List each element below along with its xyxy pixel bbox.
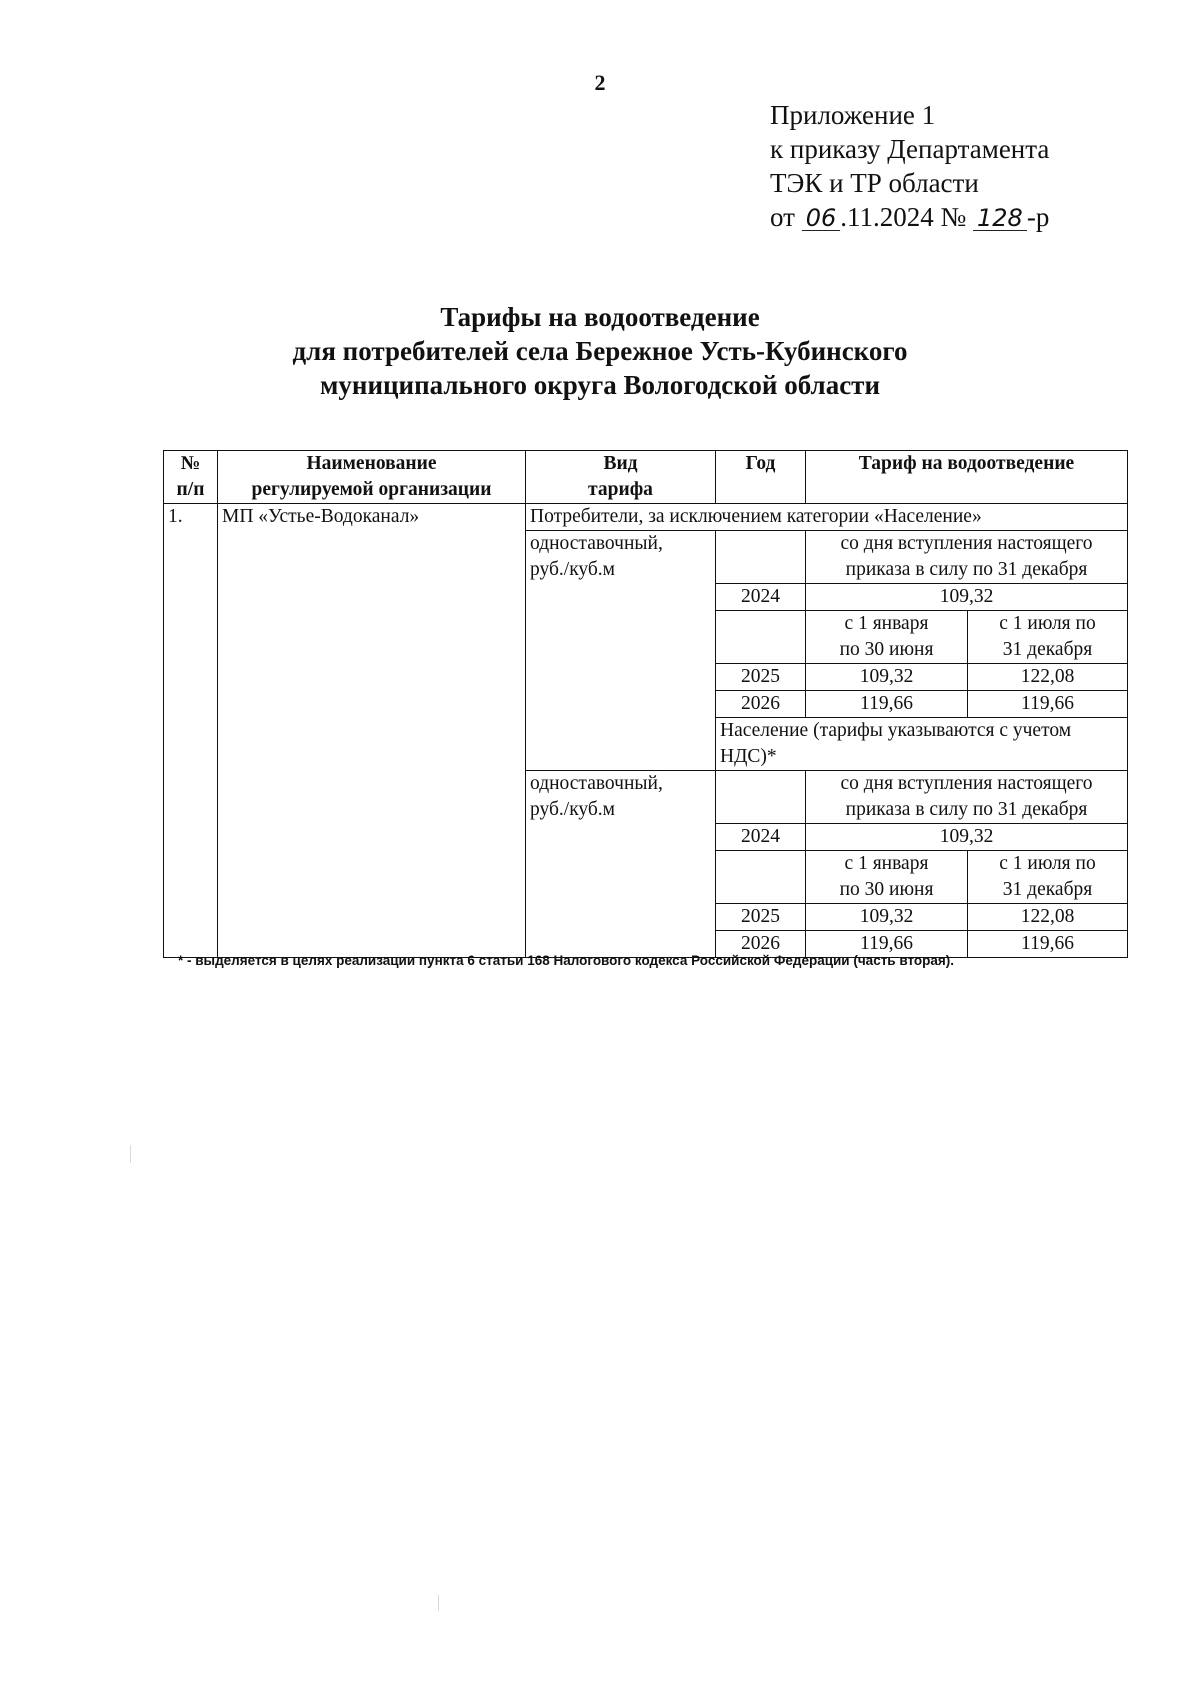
- tariff-type: одноставочный, руб./куб.м: [526, 771, 716, 958]
- header-year: Год: [716, 451, 806, 504]
- period-second-half: с 1 июля по 31 декабря: [968, 611, 1128, 664]
- empty-year-cell: [716, 851, 806, 904]
- category-label: Население (тарифы указываются с учетом НДС)*: [716, 718, 1128, 771]
- year-cell: 2026: [716, 691, 806, 718]
- tariff-type: одноставочный, руб./куб.м: [526, 531, 716, 771]
- category-label: Потребители, за исключением категории «Население»: [526, 504, 1128, 531]
- document-title: [0, 300, 1200, 402]
- period-first-half: с 1 января по 30 июня: [806, 611, 968, 664]
- period-first-half: с 1 января по 30 июня: [806, 851, 968, 904]
- organization-name: МП «Устье-Водоканал»: [218, 504, 526, 958]
- header-tariff: Тариф на водоотведение: [806, 451, 1128, 504]
- tariff-value: 122,08: [968, 664, 1128, 691]
- title-line-2: для потребителей села Бережное Усть-Кубинского: [292, 336, 908, 366]
- period-full-year: со дня вступления настоящего приказа в силу по 31 декабря: [806, 531, 1128, 584]
- title-line-3: муниципального округа Вологодской области: [320, 370, 880, 400]
- scan-artifact: [130, 1145, 131, 1163]
- year-cell: 2025: [716, 664, 806, 691]
- page-number: 2: [594, 70, 606, 95]
- annex-order-number: 128: [973, 206, 1027, 231]
- tariff-value: 122,08: [968, 904, 1128, 931]
- tariff-value: 109,32: [806, 664, 968, 691]
- row-number: 1.: [164, 504, 218, 958]
- annex-line-2: к приказу Департамента: [770, 134, 1050, 164]
- header-organization: Наименование регулируемой организации: [218, 451, 526, 504]
- tariff-value: 109,32: [806, 904, 968, 931]
- year-cell: 2024: [716, 824, 806, 851]
- annex-date-rest: .11.2024 №: [840, 202, 967, 232]
- year-cell: 2025: [716, 904, 806, 931]
- table-header-row: [164, 451, 1128, 504]
- title-line-1: Тарифы на водоотведение: [440, 302, 760, 332]
- tariff-table: [163, 450, 1128, 958]
- period-full-year: со дня вступления настоящего приказа в силу по 31 декабря: [806, 771, 1128, 824]
- tariff-value: 109,32: [806, 584, 1128, 611]
- header-number: № п/п: [164, 451, 218, 504]
- annex-order-suffix: -р: [1026, 202, 1050, 232]
- tariff-value: 119,66: [806, 931, 968, 958]
- period-second-half: с 1 июля по 31 декабря: [968, 851, 1128, 904]
- year-cell: 2024: [716, 584, 806, 611]
- tariff-value: 119,66: [968, 931, 1128, 958]
- tariff-value: 109,32: [806, 824, 1128, 851]
- scan-artifact: [438, 1595, 439, 1611]
- tariff-value: 119,66: [806, 691, 968, 718]
- header-tariff-type: Вид тарифа: [526, 451, 716, 504]
- empty-year-cell: [716, 611, 806, 664]
- annex-date-line: [770, 200, 1049, 234]
- annex-line-3: ТЭК и ТР области: [770, 168, 979, 198]
- empty-year-cell: [716, 531, 806, 584]
- tariff-value: 119,66: [968, 691, 1128, 718]
- annex-date-day: 06: [802, 206, 841, 231]
- year-cell: 2026: [716, 931, 806, 958]
- annex-date-prefix: от: [770, 202, 795, 232]
- annex-line-1: Приложение 1: [770, 100, 936, 130]
- empty-year-cell: [716, 771, 806, 824]
- footnote: * - выделяется в целях реализации пункта 6 статьи 168 Налогового кодекса Российской Федерации (часть вторая).: [178, 953, 955, 968]
- table-row: [164, 504, 1128, 531]
- annex-block: [770, 98, 1049, 234]
